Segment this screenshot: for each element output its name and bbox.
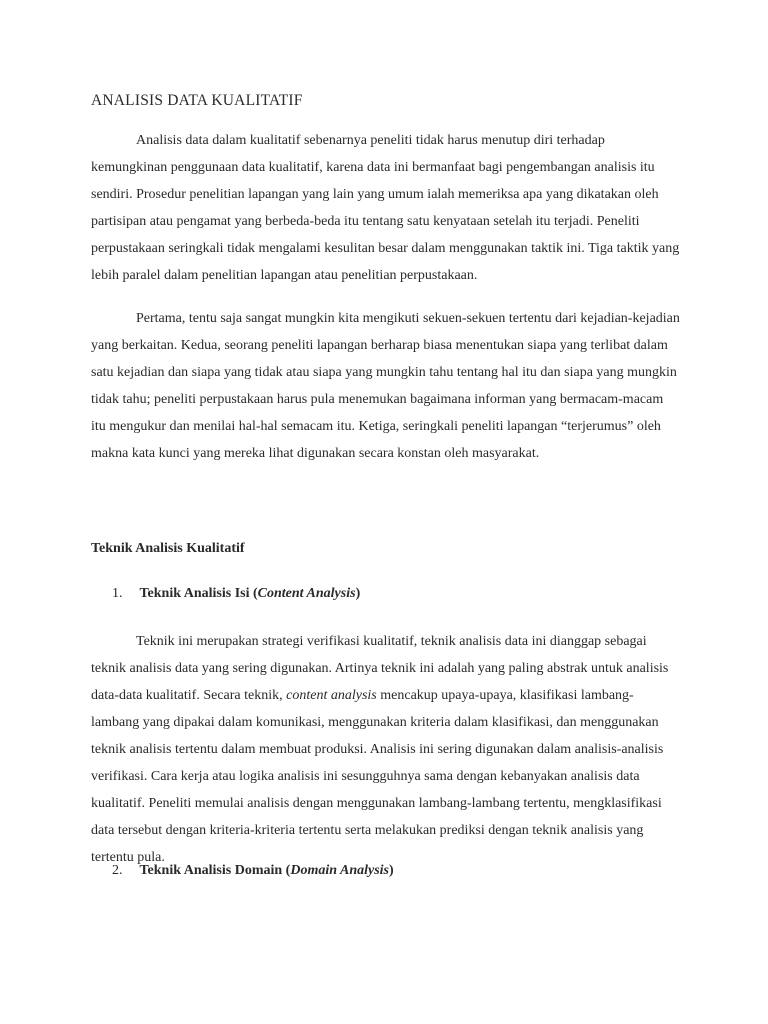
paragraph-text: Teknik ini merupakan strategi verifikasi kualitatif, teknik analisis data ini dianggap sebagai teknik analisis data yang sering digunakan. Artinya teknik ini adalah yang paling abstrak untuk analisis data-data kualitatif. Secara teknik,	[91, 634, 669, 703]
list-heading-text: Teknik Analisis Domain (	[139, 863, 291, 878]
list-heading-italic: Domain Analysis	[290, 863, 389, 878]
list-item-domain-analysis	[112, 863, 394, 879]
section-heading: Teknik Analisis Kualitatif	[91, 541, 245, 556]
paragraph-text: mencakup upaya-upaya, klasifikasi lambang-lambang yang dipakai dalam komunikasi, menggunakan kriteria dalam klasifikasi, dan menggunakan teknik analisis tertentu dalam membuat produksi. Analisis ini sering digunakan dalam analisis-analisis verifikasi. Cara kerja atau logika analisis ini sesungguhnya sama dengan kebanyakan analisis data kualitatif. Peneliti memulai analisis dengan menggunakan lambang-lambang tertentu, mengklasifikasi data tersebut dengan kriteria-kriteria tertentu serta melakukan prediksi dengan teknik analisis yang tertentu pula.	[91, 688, 664, 865]
paragraph-intro: Analisis data dalam kualitatif sebenarnya peneliti tidak harus menutup diri terhadap kemungkinan penggunaan data kualitatif, karena data ini bermanfaat bagi pengembangan analisis itu sendiri. Prosedur penelitian lapangan yang lain yang umum ialah memeriksa apa yang dikatakan oleh partisipan atau pengamat yang berbeda-beda itu tentang satu kenyataan setelah itu terjadi. Peneliti perpustakaan seringkali tidak mengalami kesulitan besar dalam menggunakan taktik ini. Tiga taktik yang lebih paralel dalam penelitian lapangan atau penelitian perpustakaan.	[91, 133, 680, 283]
list-heading-end: )	[389, 863, 394, 878]
list-number: 1.	[112, 586, 123, 601]
list-item-content-analysis	[112, 586, 360, 602]
list-heading-italic: Content Analysis	[257, 586, 356, 601]
paragraph-italic-term: content analysis	[286, 688, 377, 703]
paragraph-content-analysis	[91, 628, 681, 871]
list-heading-end: )	[355, 586, 361, 601]
paragraph-tactics: Pertama, tentu saja sangat mungkin kita mengikuti sekuen-sekuen tertentu dari kejadian-kejadian yang berkaitan. Kedua, seorang peneliti lapangan berharap biasa menentukan siapa yang terlibat dalam satu kejadian dan siapa yang tidak atau siapa yang mungkin tahu tentang hal itu dan siapa yang mungkin tidak tahu; peneliti perpustakaan harus pula menemukan bagaimana informan yang bermacam-macam itu mengukur dan menilai hal-hal semacam itu. Ketiga, seringkali peneliti lapangan “terjerumus” oleh makna kata kunci yang mereka lihat digunakan secara konstan oleh masyarakat.	[91, 311, 680, 461]
list-heading	[140, 586, 361, 601]
list-number: 2.	[112, 863, 123, 878]
list-heading-text: Teknik Analisis Isi (	[139, 586, 258, 601]
document-title: ANALISIS DATA KUALITATIF	[91, 92, 303, 109]
list-heading	[140, 863, 394, 878]
